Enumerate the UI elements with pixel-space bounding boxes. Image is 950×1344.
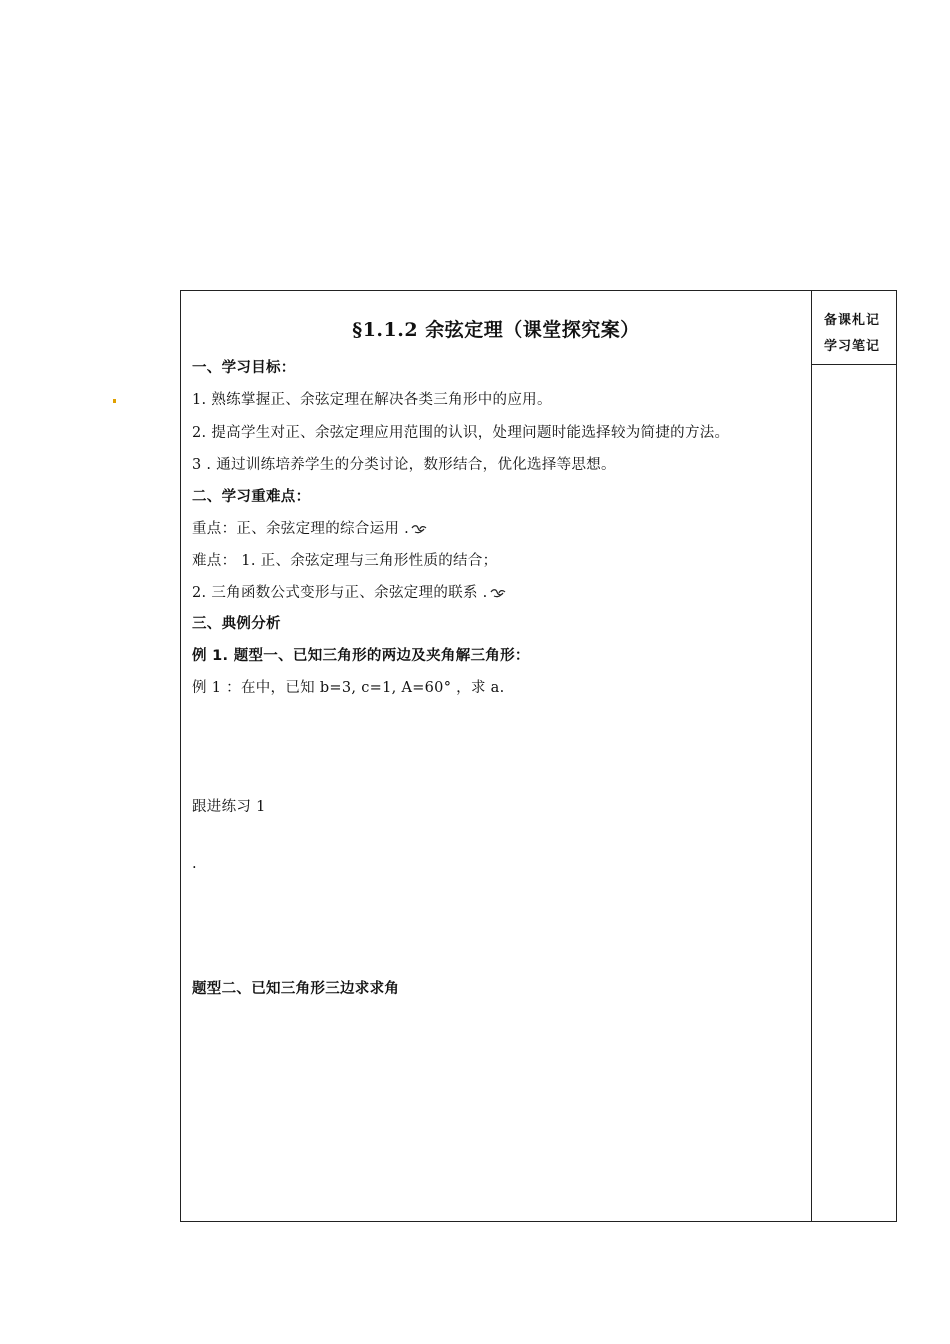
- worksheet-frame: [180, 290, 897, 1222]
- goal-item-3: 3 . 通过训练培养学生的分类讨论，数形结合，优化选择等思想。: [192, 457, 616, 473]
- difficulty-line-2: [192, 581, 506, 602]
- notes-label-prep: 备课札记: [824, 313, 881, 328]
- example1-heading: 例 1. 题型一、已知三角形的两边及夹角解三角形：: [192, 648, 530, 664]
- practice-1-label: 跟进练习 1: [192, 799, 266, 815]
- key-point-line: [192, 517, 427, 538]
- goal-item-1: 1. 熟练掌握正、余弦定理在解决各类三角形中的应用。: [192, 392, 552, 408]
- examples-heading: 三、典例分析: [192, 616, 281, 632]
- key-points-heading: 二、学习重难点：: [192, 489, 311, 505]
- difficulty-text-2: 2. 三角函数公式变形与正、余弦定理的联系 .: [192, 585, 488, 601]
- notes-label-study: 学习笔记: [824, 339, 881, 354]
- page-title: §1.1.2 余弦定理（课堂探究案）: [352, 319, 640, 341]
- type2-heading: 题型二、已知三角形三边求求角: [192, 981, 400, 997]
- notes-column-header: [812, 291, 896, 365]
- practice-dot: .: [192, 856, 197, 872]
- difficulty-line-1: 难点： 1. 正、余弦定理与三角形性质的结合；: [192, 553, 498, 569]
- example1-text: 例 1 ：在中，已知 b=3, c=1, A=60° ，求 a.: [192, 680, 505, 696]
- stray-dot-mark: [113, 399, 116, 403]
- scribble-mark-icon: [411, 524, 427, 534]
- key-point-text: 重点：正、余弦定理的综合运用 .: [192, 521, 410, 537]
- goals-heading: 一、学习目标：: [192, 360, 296, 376]
- scribble-mark-icon: [490, 588, 506, 598]
- column-divider: [811, 291, 812, 1221]
- goal-item-2: 2. 提高学生对正、余弦定理应用范围的认识，处理问题时能选择较为简捷的方法。: [192, 425, 730, 441]
